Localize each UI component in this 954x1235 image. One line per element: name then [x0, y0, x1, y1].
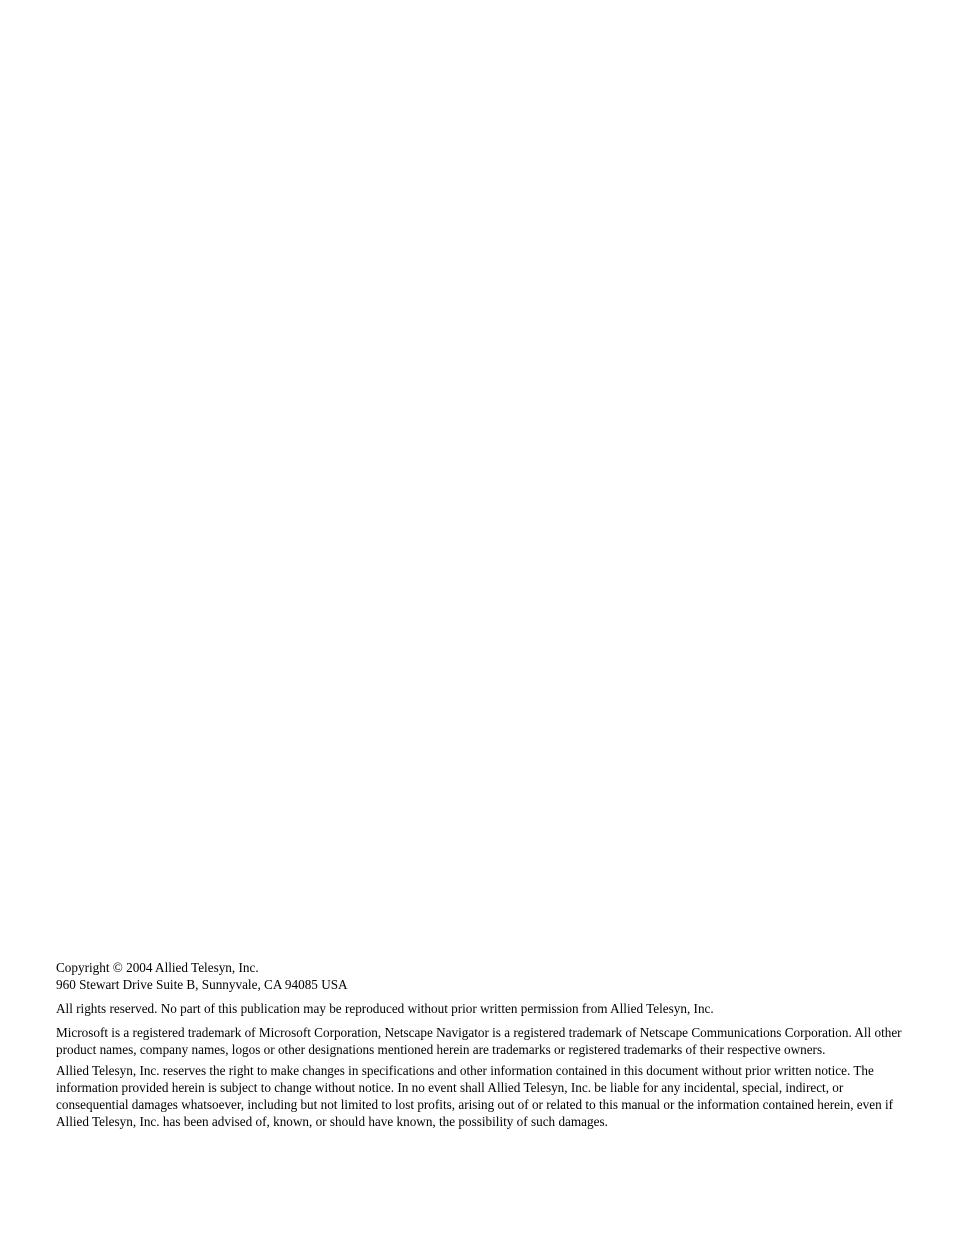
- trademarks-paragraph: Microsoft is a registered trademark of Microsoft Corporation, Netscape Navigator is a registered trademark of Netscape Communications Corporation. All other product names, company names, logos or other designations mentioned herein are trademarks or registered trademarks of their respective owners.: [56, 1025, 902, 1057]
- company-address: 960 Stewart Drive Suite B, Sunnyvale, CA 94085 USA: [56, 977, 348, 992]
- copyright-group: [56, 959, 904, 993]
- rights-reserved-paragraph: All rights reserved. No part of this publication may be reproduced without prior written permission from Allied Telesyn, Inc.: [56, 1001, 714, 1016]
- legal-notice-block: [56, 959, 904, 1130]
- disclaimer-paragraph: Allied Telesyn, Inc. reserves the right to make changes in specifications and other information contained in this document without prior written notice. The information provided herein is subject to change without notice. In no event shall Allied Telesyn, Inc. be liable for any incidental, special, indirect, or consequential damages whatsoever, including but not limited to lost profits, arising out of or related to this manual or the information contained herein, even if Allied Telesyn, Inc. has been advised of, known, or should have known, the possibility of such damages.: [56, 1063, 894, 1129]
- copyright-line: Copyright © 2004 Allied Telesyn, Inc.: [56, 960, 259, 975]
